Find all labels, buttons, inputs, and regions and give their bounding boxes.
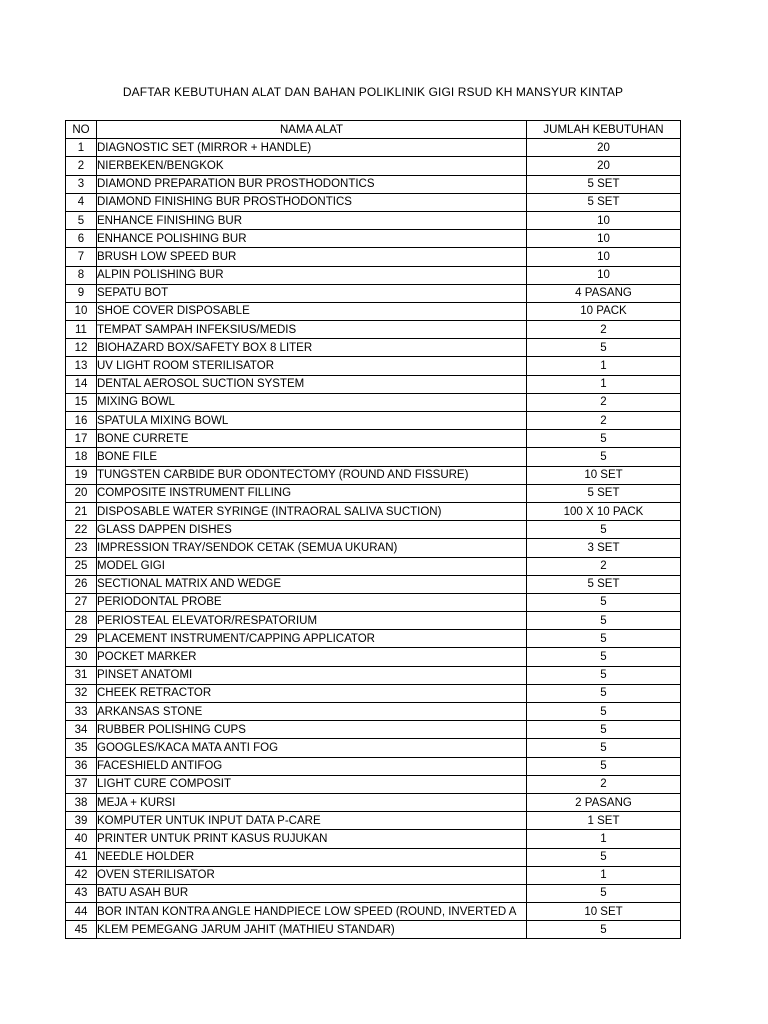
table-row	[66, 757, 681, 775]
item-name: BIOHAZARD BOX/SAFETY BOX 8 LITER	[97, 339, 527, 357]
item-quantity: 5 SET	[527, 575, 681, 593]
table-row	[66, 630, 681, 648]
item-name: KOMPUTER UNTUK INPUT DATA P-CARE	[97, 812, 527, 830]
item-name: NIERBEKEN/BENGKOK	[97, 157, 527, 175]
row-number: 13	[66, 357, 97, 375]
table-row	[66, 903, 681, 921]
table-row	[66, 539, 681, 557]
row-number: 40	[66, 830, 97, 848]
row-number: 31	[66, 666, 97, 684]
table-row	[66, 339, 681, 357]
item-quantity: 20	[527, 139, 681, 157]
row-number: 39	[66, 812, 97, 830]
row-number: 25	[66, 557, 97, 575]
row-number: 10	[66, 302, 97, 320]
table-row	[66, 921, 681, 939]
row-number: 9	[66, 284, 97, 302]
table-row	[66, 393, 681, 411]
item-name: UV LIGHT ROOM STERILISATOR	[97, 357, 527, 375]
table-row	[66, 248, 681, 266]
item-quantity: 100 X 10 PACK	[527, 502, 681, 520]
item-name: SHOE COVER DISPOSABLE	[97, 302, 527, 320]
table-row	[66, 448, 681, 466]
item-quantity: 10	[527, 248, 681, 266]
item-quantity: 5	[527, 430, 681, 448]
table-row	[66, 357, 681, 375]
table-row	[66, 848, 681, 866]
row-number: 27	[66, 593, 97, 611]
table-row	[66, 666, 681, 684]
table-row	[66, 812, 681, 830]
row-number: 33	[66, 703, 97, 721]
item-name: GOOGLES/KACA MATA ANTI FOG	[97, 739, 527, 757]
table-row	[66, 866, 681, 884]
item-name: COMPOSITE INSTRUMENT FILLING	[97, 484, 527, 502]
table-row	[66, 375, 681, 393]
table-row	[66, 739, 681, 757]
row-number: 2	[66, 157, 97, 175]
table-row	[66, 412, 681, 430]
item-quantity: 1	[527, 830, 681, 848]
row-number: 32	[66, 684, 97, 702]
row-number: 35	[66, 739, 97, 757]
row-number: 45	[66, 921, 97, 939]
item-name: FACESHIELD ANTIFOG	[97, 757, 527, 775]
item-name: ENHANCE FINISHING BUR	[97, 211, 527, 229]
row-number: 14	[66, 375, 97, 393]
item-name: PERIODONTAL PROBE	[97, 593, 527, 611]
item-quantity: 5 SET	[527, 175, 681, 193]
table-row	[66, 157, 681, 175]
item-quantity: 2 PASANG	[527, 793, 681, 811]
table-row	[66, 703, 681, 721]
item-quantity: 2	[527, 321, 681, 339]
item-name: DIAMOND PREPARATION BUR PROSTHODONTICS	[97, 175, 527, 193]
item-quantity: 5	[527, 521, 681, 539]
item-quantity: 5 SET	[527, 193, 681, 211]
row-number: 19	[66, 466, 97, 484]
table-row	[66, 721, 681, 739]
row-number: 3	[66, 175, 97, 193]
item-name: KLEM PEMEGANG JARUM JAHIT (MATHIEU STANDAR)	[97, 921, 527, 939]
row-number: 8	[66, 266, 97, 284]
item-quantity: 5	[527, 666, 681, 684]
row-number: 37	[66, 775, 97, 793]
item-name: DISPOSABLE WATER SYRINGE (INTRAORAL SALIVA SUCTION)	[97, 502, 527, 520]
row-number: 16	[66, 412, 97, 430]
row-number: 38	[66, 793, 97, 811]
table-row	[66, 612, 681, 630]
item-name: SECTIONAL MATRIX AND WEDGE	[97, 575, 527, 593]
row-number: 34	[66, 721, 97, 739]
item-quantity: 1	[527, 357, 681, 375]
row-number: 44	[66, 903, 97, 921]
item-quantity: 5	[527, 630, 681, 648]
row-number: 18	[66, 448, 97, 466]
item-quantity: 5	[527, 757, 681, 775]
row-number: 29	[66, 630, 97, 648]
row-number: 15	[66, 393, 97, 411]
table-row	[66, 775, 681, 793]
table-row	[66, 521, 681, 539]
item-quantity: 5	[527, 339, 681, 357]
row-number: 12	[66, 339, 97, 357]
table-row	[66, 211, 681, 229]
table-row	[66, 430, 681, 448]
row-number: 43	[66, 884, 97, 902]
row-number: 7	[66, 248, 97, 266]
item-name: POCKET MARKER	[97, 648, 527, 666]
row-number: 41	[66, 848, 97, 866]
item-name: PLACEMENT INSTRUMENT/CAPPING APPLICATOR	[97, 630, 527, 648]
item-name: TUNGSTEN CARBIDE BUR ODONTECTOMY (ROUND AND FISSURE)	[97, 466, 527, 484]
item-name: RUBBER POLISHING CUPS	[97, 721, 527, 739]
item-name: MIXING BOWL	[97, 393, 527, 411]
row-number: 28	[66, 612, 97, 630]
row-number: 5	[66, 211, 97, 229]
table-row	[66, 830, 681, 848]
item-quantity: 5	[527, 448, 681, 466]
table-header-row	[66, 121, 681, 139]
table-row	[66, 884, 681, 902]
row-number: 23	[66, 539, 97, 557]
table-row	[66, 502, 681, 520]
item-name: ENHANCE POLISHING BUR	[97, 230, 527, 248]
item-quantity: 10 SET	[527, 903, 681, 921]
item-name: TEMPAT SAMPAH INFEKSIUS/MEDIS	[97, 321, 527, 339]
table-row	[66, 175, 681, 193]
item-quantity: 4 PASANG	[527, 284, 681, 302]
table-row	[66, 593, 681, 611]
row-number: 22	[66, 521, 97, 539]
table-body	[66, 139, 681, 939]
row-number: 42	[66, 866, 97, 884]
item-quantity: 10	[527, 230, 681, 248]
table-row	[66, 575, 681, 593]
item-quantity: 10 SET	[527, 466, 681, 484]
item-quantity: 2	[527, 412, 681, 430]
item-name: ALPIN POLISHING BUR	[97, 266, 527, 284]
item-quantity: 5	[527, 703, 681, 721]
row-number: 30	[66, 648, 97, 666]
item-name: BOR INTAN KONTRA ANGLE HANDPIECE LOW SPEED (ROUND, INVERTED A	[97, 903, 527, 921]
item-name: NEEDLE HOLDER	[97, 848, 527, 866]
item-name: BRUSH LOW SPEED BUR	[97, 248, 527, 266]
item-name: GLASS DAPPEN DISHES	[97, 521, 527, 539]
item-quantity: 5	[527, 721, 681, 739]
column-header-no: NO	[66, 121, 97, 139]
item-quantity: 5	[527, 593, 681, 611]
item-name: BONE CURRETE	[97, 430, 527, 448]
item-name: DIAGNOSTIC SET (MIRROR + HANDLE)	[97, 139, 527, 157]
item-name: PRINTER UNTUK PRINT KASUS RUJUKAN	[97, 830, 527, 848]
item-name: ARKANSAS STONE	[97, 703, 527, 721]
row-number: 4	[66, 193, 97, 211]
table-row	[66, 266, 681, 284]
item-name: MODEL GIGI	[97, 557, 527, 575]
item-quantity: 10	[527, 266, 681, 284]
row-number: 6	[66, 230, 97, 248]
item-quantity: 1	[527, 866, 681, 884]
item-quantity: 2	[527, 775, 681, 793]
item-name: DENTAL AEROSOL SUCTION SYSTEM	[97, 375, 527, 393]
equipment-table	[65, 120, 681, 939]
item-quantity: 5	[527, 739, 681, 757]
item-quantity: 5	[527, 921, 681, 939]
table-row	[66, 466, 681, 484]
item-name: PERIOSTEAL ELEVATOR/RESPATORIUM	[97, 612, 527, 630]
table-row	[66, 484, 681, 502]
item-name: BATU ASAH BUR	[97, 884, 527, 902]
row-number: 26	[66, 575, 97, 593]
item-name: DIAMOND FINISHING BUR PROSTHODONTICS	[97, 193, 527, 211]
table-row	[66, 648, 681, 666]
item-quantity: 20	[527, 157, 681, 175]
table-row	[66, 193, 681, 211]
table-row	[66, 139, 681, 157]
table-row	[66, 284, 681, 302]
item-name: BONE FILE	[97, 448, 527, 466]
item-quantity: 5	[527, 612, 681, 630]
row-number: 17	[66, 430, 97, 448]
item-name: MEJA + KURSI	[97, 793, 527, 811]
table-row	[66, 302, 681, 320]
item-quantity: 5	[527, 884, 681, 902]
row-number: 21	[66, 502, 97, 520]
item-quantity: 1 SET	[527, 812, 681, 830]
item-quantity: 5	[527, 684, 681, 702]
row-number: 36	[66, 757, 97, 775]
table-row	[66, 321, 681, 339]
item-name: LIGHT CURE COMPOSIT	[97, 775, 527, 793]
item-quantity: 10	[527, 211, 681, 229]
row-number: 20	[66, 484, 97, 502]
item-name: OVEN STERILISATOR	[97, 866, 527, 884]
document-title: DAFTAR KEBUTUHAN ALAT DAN BAHAN POLIKLINIK GIGI RSUD KH MANSYUR KINTAP	[122, 85, 624, 99]
item-quantity: 5	[527, 848, 681, 866]
item-name: PINSET ANATOMI	[97, 666, 527, 684]
column-header-name: NAMA ALAT	[97, 121, 527, 139]
item-quantity: 2	[527, 393, 681, 411]
item-quantity: 5	[527, 648, 681, 666]
column-header-qty: JUMLAH KEBUTUHAN	[527, 121, 681, 139]
row-number: 11	[66, 321, 97, 339]
item-name: CHEEK RETRACTOR	[97, 684, 527, 702]
table-row	[66, 684, 681, 702]
table-row	[66, 793, 681, 811]
item-quantity: 1	[527, 375, 681, 393]
table-row	[66, 557, 681, 575]
item-quantity: 3 SET	[527, 539, 681, 557]
row-number: 1	[66, 139, 97, 157]
item-quantity: 2	[527, 557, 681, 575]
item-name: IMPRESSION TRAY/SENDOK CETAK (SEMUA UKURAN)	[97, 539, 527, 557]
item-quantity: 5 SET	[527, 484, 681, 502]
table-row	[66, 230, 681, 248]
item-quantity: 10 PACK	[527, 302, 681, 320]
item-name: SEPATU BOT	[97, 284, 527, 302]
item-name: SPATULA MIXING BOWL	[97, 412, 527, 430]
